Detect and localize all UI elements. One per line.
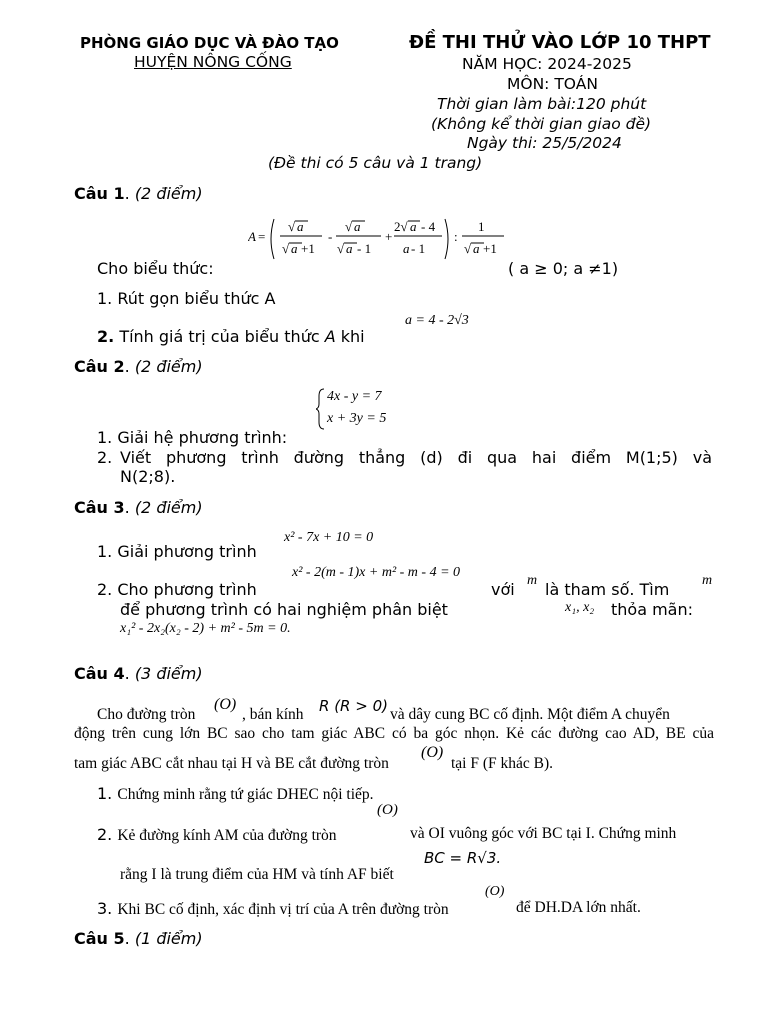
q4-item-3: 3. Khi BC cố định, xác định vị trí của A trên đường tròn — [97, 899, 449, 918]
q2-heading: Câu 2. (2 điểm) — [74, 357, 203, 376]
q3-heading: Câu 3. (2 điểm) — [74, 498, 203, 517]
q3-root-condition: x₁² - 2x₂(x₂ - 2) + m² - 5m = 0. — [120, 621, 291, 636]
q3-roots: x₁, x₂ — [565, 600, 595, 615]
svg-text:A: A — [248, 229, 256, 244]
q3-equation-1: x² - 7x + 10 = 0 — [284, 530, 374, 545]
q4-circle-O: (O) — [214, 696, 237, 713]
svg-text:-: - — [328, 229, 333, 244]
q4-item-3-b: để DH.DA lớn nhất. — [516, 899, 641, 916]
svg-text:√: √ — [337, 241, 345, 256]
q1-item-1: 1. Rút gọn biểu thức A — [97, 289, 276, 308]
q3-item-2-line-2: để phương trình có hai nghiệm phân biệt — [120, 600, 448, 619]
q4-item-2-b: và OI vuông góc với BC tại I. Chứng minh — [410, 825, 677, 842]
q3-item-2-with: với — [491, 580, 515, 599]
svg-text:- 1: - 1 — [411, 241, 426, 256]
subject: MÔN: TOÁN — [507, 75, 598, 93]
q4-bc-value: BC = R√3. — [424, 849, 502, 867]
q4-item-2-c: rằng I là trung điểm của HM và tính AF biết — [120, 866, 394, 883]
svg-text:a: a — [297, 219, 304, 234]
svg-text:a: a — [346, 241, 353, 256]
exam-duration-note: (Không kể thời gian giao đề) — [431, 115, 652, 133]
q3-item-2-param: là tham số. Tìm — [545, 580, 670, 599]
q4-heading: Câu 4. (3 điểm) — [74, 664, 203, 683]
svg-text:a: a — [354, 219, 361, 234]
q4-circle-O-4: (O) — [485, 884, 505, 899]
q1-item-2: 2. Tính giá trị của biểu thức A khi — [97, 327, 365, 346]
q1-heading: Câu 1. (2 điểm) — [74, 184, 203, 203]
q3-equation-2: x² - 2(m - 1)x + m² - m - 4 = 0 — [292, 565, 461, 580]
svg-text:√: √ — [345, 219, 353, 234]
q4-item-2: 2. Kẻ đường kính AM của đường tròn — [97, 825, 337, 844]
q2-system-line-2: x + 3y = 5 — [327, 411, 387, 426]
q4-para-2: động trên cung lớn BC sao cho tam giác ABC có ba góc nhọn. Kẻ các đường cao AD, BE của — [74, 725, 714, 742]
q1-condition: ( a ≥ 0; a ≠1) — [508, 259, 619, 278]
svg-text:√: √ — [282, 241, 290, 256]
q1-value-a: a = 4 - 2√3 — [405, 313, 469, 328]
svg-text:- 4: - 4 — [421, 219, 436, 234]
svg-text:a: a — [410, 219, 417, 234]
q4-para-1b: , bán kính — [242, 706, 304, 723]
q4-para-3a: tam giác ABC cắt nhau tại H và BE cắt đường tròn — [74, 755, 389, 772]
q2-system-line-1: 4x - y = 7 — [327, 389, 382, 404]
q3-item-1: 1. Giải phương trình — [97, 542, 257, 561]
q3-var-m-2: m — [702, 573, 713, 588]
svg-text:1: 1 — [478, 219, 485, 234]
svg-text:+1: +1 — [301, 241, 315, 256]
q4-para-1c: và dây cung BC cố định. Một điểm A chuyển — [390, 706, 670, 723]
svg-text:+1: +1 — [483, 241, 497, 256]
svg-text:√: √ — [464, 241, 472, 256]
svg-text:- 1: - 1 — [357, 241, 372, 256]
q3-item-2: 2. Cho phương trình — [97, 580, 257, 599]
school-year: NĂM HỌC: 2024-2025 — [462, 55, 632, 73]
svg-text::: : — [454, 229, 458, 244]
q1-intro: Cho biểu thức: — [97, 259, 214, 278]
svg-text:2√: 2√ — [394, 219, 408, 234]
q4-para-1a: Cho đường tròn — [97, 706, 196, 723]
q1-expression-A — [248, 213, 508, 269]
district-title: HUYỆN NÔNG CỐNG — [134, 53, 292, 71]
exam-title: ĐỀ THI THỬ VÀO LỚP 10 THPT — [409, 32, 711, 53]
q4-radius: R (R > 0) — [319, 697, 388, 715]
q4-para-3b: tại F (F khác B). — [451, 755, 554, 772]
q2-item-2: 2. Viết phương trình đường thẳng (d) đi qua hai điểm M(1;5) và N(2;8). — [97, 448, 712, 486]
q3-item-2-satisfy: thỏa mãn: — [611, 600, 694, 619]
exam-duration: Thời gian làm bài:120 phút — [437, 95, 647, 113]
exam-date: Ngày thi: 25/5/2024 — [467, 134, 622, 152]
department-title: PHÒNG GIÁO DỤC VÀ ĐÀO TẠO — [80, 34, 339, 52]
exam-note: (Đề thi có 5 câu và 1 trang) — [268, 154, 483, 172]
q3-var-m: m — [527, 573, 538, 588]
svg-text:a: a — [473, 241, 480, 256]
expression-A-formula — [248, 213, 508, 265]
svg-text:√: √ — [288, 219, 296, 234]
svg-text:a: a — [291, 241, 298, 256]
q5-heading: Câu 5. (1 điểm) — [74, 929, 203, 948]
svg-text:a: a — [403, 241, 410, 256]
svg-text:=: = — [258, 229, 266, 244]
svg-text:+: + — [385, 229, 393, 244]
q4-circle-O-2: (O) — [421, 744, 444, 761]
q4-item-1: 1. Chứng minh rằng tứ giác DHEC nội tiếp. — [97, 784, 374, 803]
q4-circle-O-3: (O) — [377, 802, 398, 818]
q2-item-1: 1. Giải hệ phương trình: — [97, 428, 288, 447]
